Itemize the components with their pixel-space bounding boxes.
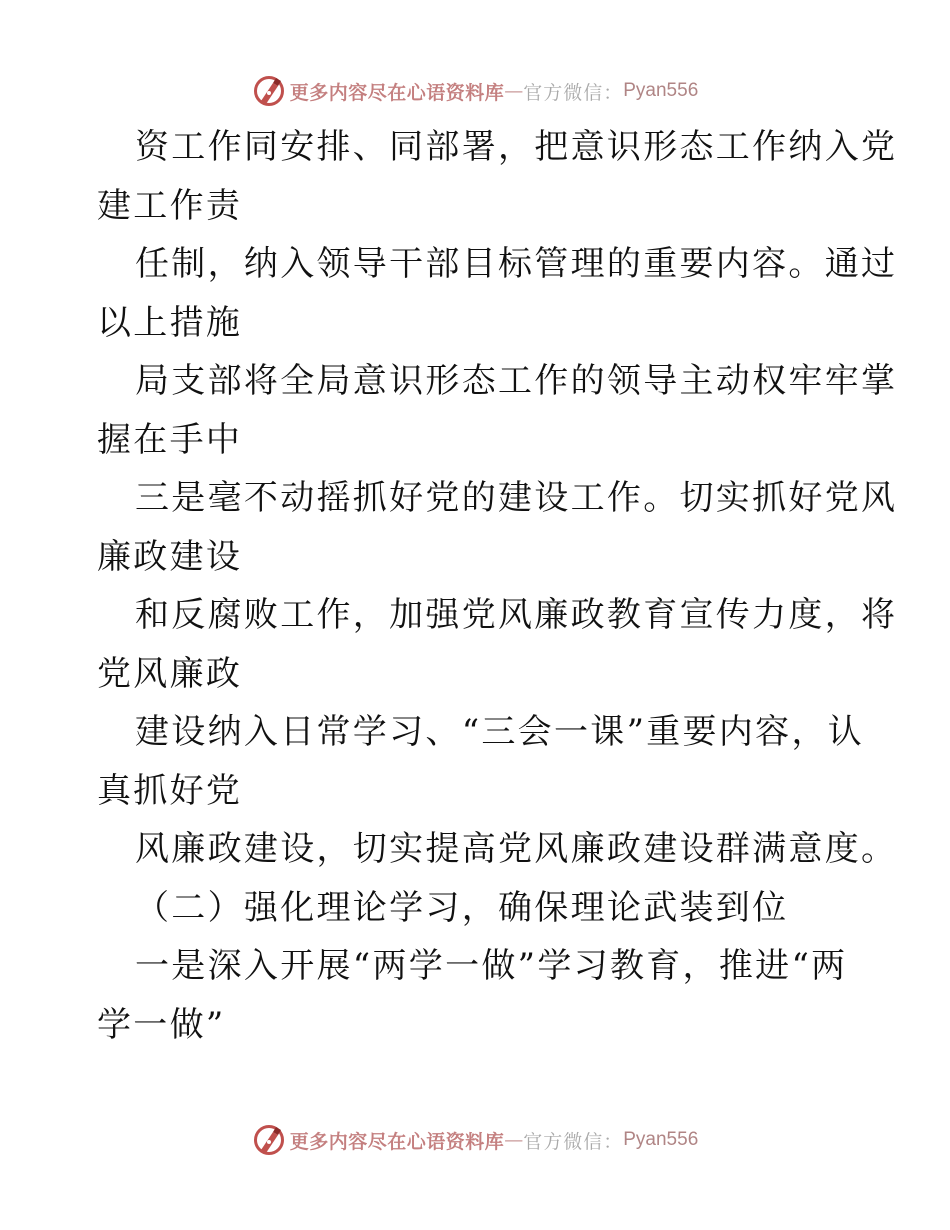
fountain-pen-logo-icon	[252, 1123, 286, 1157]
header-banner	[0, 71, 950, 111]
text-line: 三是毫不动摇抓好党的建设工作。切实抓好党风	[135, 478, 898, 518]
text-line: 廉政建设	[97, 536, 243, 577]
text-line: 学一做”	[97, 1004, 226, 1045]
banner-wechat-label: 官方微信：	[523, 1130, 624, 1153]
section-heading: （二）强化理论学习，确保理论武装到位	[135, 887, 789, 928]
text-line: 建工作责	[97, 185, 243, 226]
text-line: 党风廉政	[97, 653, 243, 694]
text-line: 任制，纳入领导干部目标管理的重要内容。通过	[135, 244, 898, 284]
banner-dash: —	[504, 1129, 524, 1151]
text-line: 和反腐败工作，加强党风廉政教育宣传力度，将	[135, 595, 898, 635]
banner-dash: —	[504, 80, 524, 102]
text-line: 局支部将全局意识形态工作的领导主动权牢牢掌	[135, 361, 898, 401]
text-line: 一是深入开展“两学一做”学习教育，推进“两	[135, 946, 848, 986]
fountain-pen-logo-icon	[252, 74, 286, 108]
banner-site-name: 更多内容尽在心语资料库	[289, 1130, 505, 1153]
banner-account-id: Pyan556	[623, 80, 699, 101]
banner-site-name: 更多内容尽在心语资料库	[289, 81, 505, 104]
text-line: 真抓好党	[97, 770, 243, 811]
text-line: 风廉政建设，切实提高党风廉政建设群满意度。	[135, 829, 898, 869]
footer-banner	[0, 1120, 950, 1160]
text-line: 资工作同安排、同部署，把意识形态工作纳入党	[135, 127, 898, 167]
banner-wechat-label: 官方微信：	[523, 81, 624, 104]
text-line: 建设纳入日常学习、“三会一课”重要内容，认	[135, 712, 865, 752]
text-line: 握在手中	[97, 419, 243, 460]
text-line: 以上措施	[97, 302, 243, 343]
banner-account-id: Pyan556	[623, 1129, 699, 1150]
document-body	[97, 118, 898, 1054]
